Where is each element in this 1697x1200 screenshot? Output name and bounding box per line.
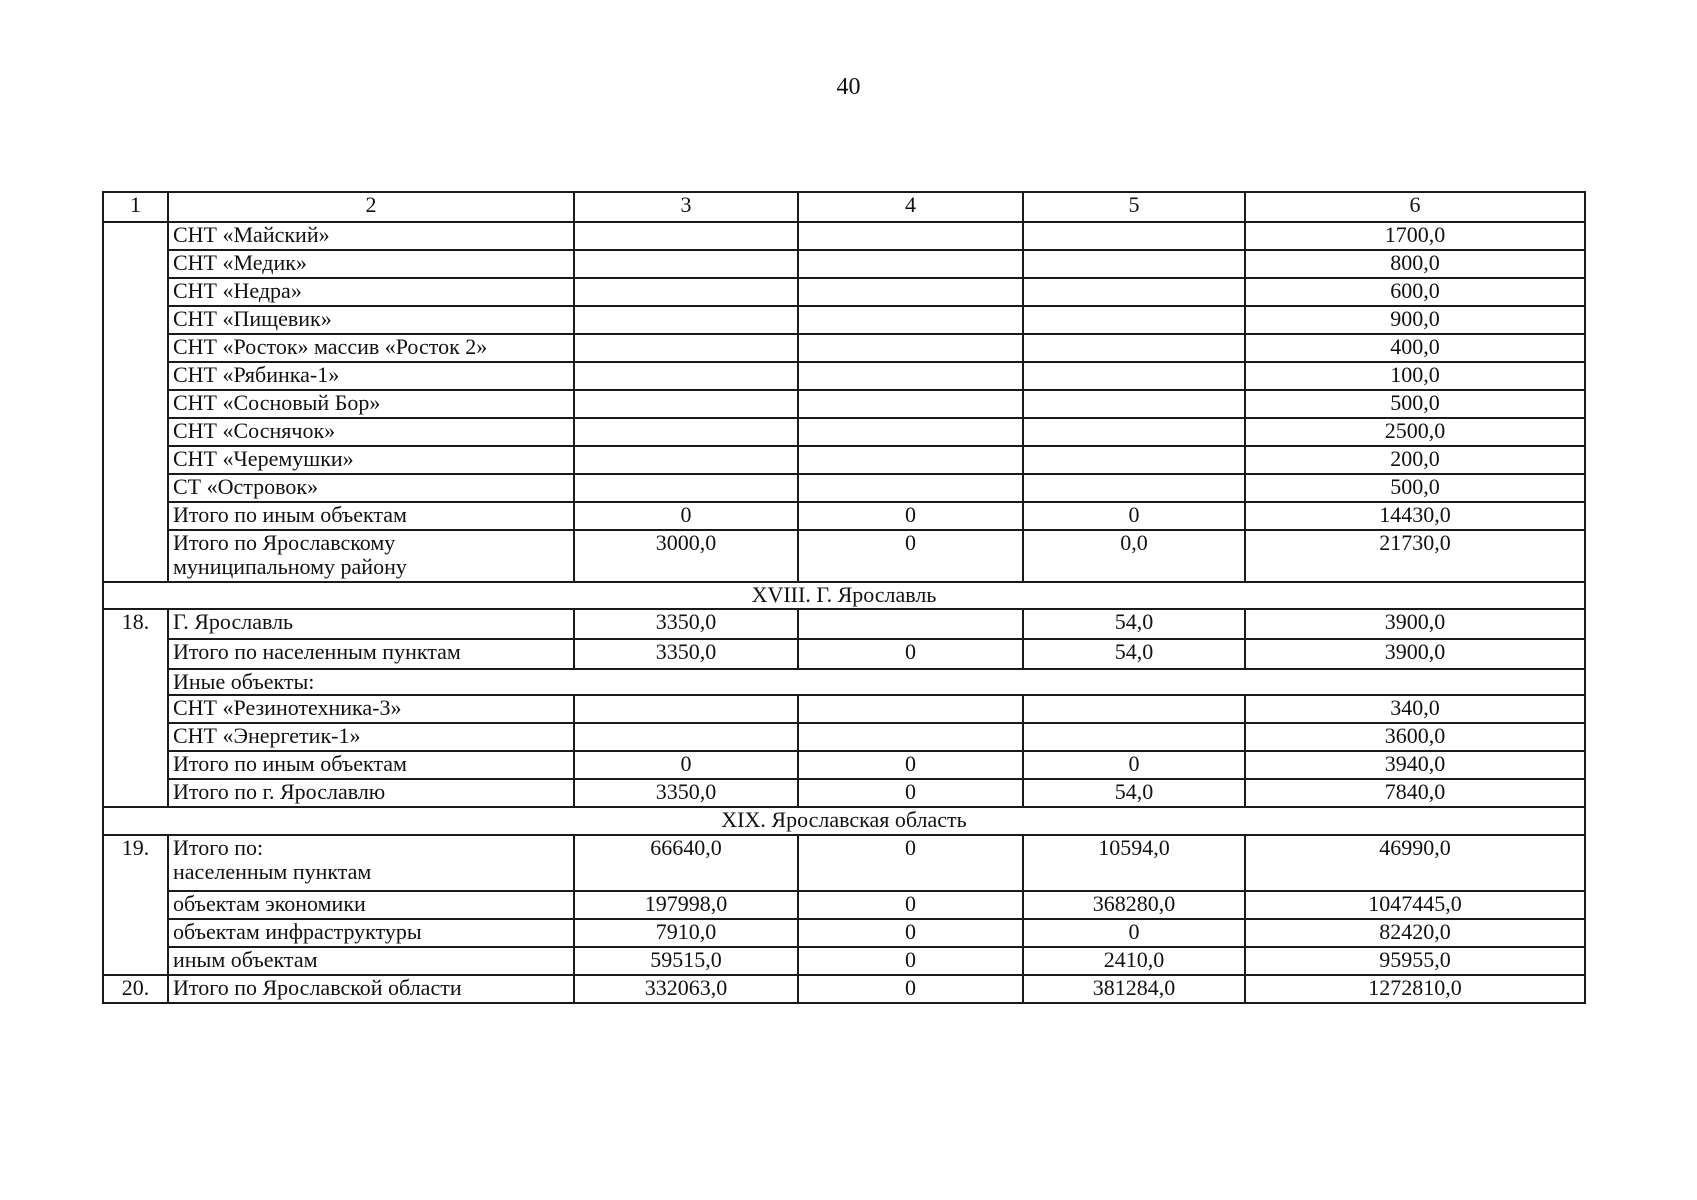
row-name-cell: Итого по населенным пунктам xyxy=(168,639,574,669)
row-name-cell: Г. Ярославль xyxy=(168,609,574,639)
section-row xyxy=(103,807,1585,835)
value-col-6: 1047445,0 xyxy=(1245,891,1585,919)
value-col-3 xyxy=(574,474,798,502)
table-row xyxy=(103,390,1585,418)
value-col-5 xyxy=(1023,306,1245,334)
value-col-4 xyxy=(798,695,1023,723)
value-col-5: 54,0 xyxy=(1023,639,1245,669)
row-name-cell: Итого по иным объектам xyxy=(168,751,574,779)
table-row xyxy=(103,919,1585,947)
table-row xyxy=(103,306,1585,334)
value-col-4 xyxy=(798,278,1023,306)
table-row xyxy=(103,891,1585,919)
value-col-6: 7840,0 xyxy=(1245,779,1585,807)
header-col-1: 1 xyxy=(103,192,168,222)
value-col-5 xyxy=(1023,250,1245,278)
row-name-cell: объектам инфраструктуры xyxy=(168,919,574,947)
value-col-5: 2410,0 xyxy=(1023,947,1245,975)
value-col-3: 3350,0 xyxy=(574,609,798,639)
row-name-cell: иным объектам xyxy=(168,947,574,975)
value-col-6: 3900,0 xyxy=(1245,609,1585,639)
section-row xyxy=(103,582,1585,609)
value-col-3 xyxy=(574,390,798,418)
row-name-cell: СТ «Островок» xyxy=(168,474,574,502)
value-col-3: 7910,0 xyxy=(574,919,798,947)
value-col-6: 14430,0 xyxy=(1245,502,1585,530)
row-name-cell: СНТ «Рябинка-1» xyxy=(168,362,574,390)
table-row xyxy=(103,835,1585,891)
value-col-4: 0 xyxy=(798,639,1023,669)
value-col-3: 3350,0 xyxy=(574,639,798,669)
value-col-6: 500,0 xyxy=(1245,390,1585,418)
value-col-4 xyxy=(798,334,1023,362)
value-col-5: 0 xyxy=(1023,751,1245,779)
value-col-5: 381284,0 xyxy=(1023,975,1245,1003)
value-col-4 xyxy=(798,418,1023,446)
value-col-3: 59515,0 xyxy=(574,947,798,975)
value-col-3: 197998,0 xyxy=(574,891,798,919)
value-col-4 xyxy=(798,446,1023,474)
row-name-cell: СНТ «Медик» xyxy=(168,250,574,278)
value-col-4 xyxy=(798,306,1023,334)
table-row xyxy=(103,334,1585,362)
value-col-4 xyxy=(798,362,1023,390)
value-col-6: 46990,0 xyxy=(1245,835,1585,891)
table-row xyxy=(103,418,1585,446)
value-col-3 xyxy=(574,418,798,446)
row-name-cell: объектам экономики xyxy=(168,891,574,919)
value-col-4 xyxy=(798,222,1023,250)
value-col-6: 95955,0 xyxy=(1245,947,1585,975)
row-name-cell: СНТ «Черемушки» xyxy=(168,446,574,474)
row-name-line: населенным пунктам xyxy=(173,859,372,884)
page-number: 40 xyxy=(836,74,861,100)
value-col-3: 3350,0 xyxy=(574,779,798,807)
value-col-4: 0 xyxy=(798,779,1023,807)
value-col-6: 600,0 xyxy=(1245,278,1585,306)
value-col-6: 21730,0 xyxy=(1245,530,1585,582)
table-row xyxy=(103,362,1585,390)
value-col-3 xyxy=(574,334,798,362)
value-col-4 xyxy=(798,723,1023,751)
value-col-3 xyxy=(574,695,798,723)
value-col-3 xyxy=(574,222,798,250)
value-col-6: 400,0 xyxy=(1245,334,1585,362)
value-col-5 xyxy=(1023,695,1245,723)
row-name-cell xyxy=(168,530,574,582)
value-col-3: 0 xyxy=(574,751,798,779)
value-col-6: 82420,0 xyxy=(1245,919,1585,947)
row-number-cell: 18. xyxy=(103,609,168,807)
header-row xyxy=(103,192,1585,222)
table-row xyxy=(103,474,1585,502)
row-number-cell: 20. xyxy=(103,975,168,1003)
header-col-3: 3 xyxy=(574,192,798,222)
value-col-5: 0 xyxy=(1023,919,1245,947)
header-col-4: 4 xyxy=(798,192,1023,222)
value-col-5 xyxy=(1023,362,1245,390)
value-col-4 xyxy=(798,390,1023,418)
row-name-cell: СНТ «Соснячок» xyxy=(168,418,574,446)
row-name-line: Итого по: xyxy=(173,835,264,860)
value-col-6: 1272810,0 xyxy=(1245,975,1585,1003)
table-row xyxy=(103,669,1585,695)
value-col-4: 0 xyxy=(798,530,1023,582)
value-col-4: 0 xyxy=(798,975,1023,1003)
value-col-4 xyxy=(798,609,1023,639)
value-col-5 xyxy=(1023,334,1245,362)
row-name-cell: Итого по г. Ярославлю xyxy=(168,779,574,807)
value-col-5: 54,0 xyxy=(1023,609,1245,639)
value-col-6: 340,0 xyxy=(1245,695,1585,723)
value-col-4 xyxy=(798,474,1023,502)
table-row xyxy=(103,723,1585,751)
row-name-cell: СНТ «Резинотехника-3» xyxy=(168,695,574,723)
value-col-5 xyxy=(1023,446,1245,474)
table-row xyxy=(103,222,1585,250)
value-col-5 xyxy=(1023,390,1245,418)
row-name-cell: СНТ «Энергетик-1» xyxy=(168,723,574,751)
value-col-4: 0 xyxy=(798,891,1023,919)
header-col-2: 2 xyxy=(168,192,574,222)
value-col-6: 200,0 xyxy=(1245,446,1585,474)
table-row xyxy=(103,250,1585,278)
value-col-5: 368280,0 xyxy=(1023,891,1245,919)
row-name-cell xyxy=(168,835,574,891)
value-col-5 xyxy=(1023,222,1245,250)
value-col-4: 0 xyxy=(798,751,1023,779)
value-col-3 xyxy=(574,306,798,334)
table-row xyxy=(103,446,1585,474)
row-name-line: муниципальному району xyxy=(173,554,407,579)
table-row xyxy=(103,502,1585,530)
table-row xyxy=(103,695,1585,723)
row-name-line: Итого по Ярославскому xyxy=(173,530,396,555)
value-col-3 xyxy=(574,250,798,278)
section-title: XVIII. Г. Ярославль xyxy=(103,582,1585,609)
section-title: XIX. Ярославская область xyxy=(103,807,1585,835)
row-name-cell: СНТ «Недра» xyxy=(168,278,574,306)
value-col-6: 800,0 xyxy=(1245,250,1585,278)
table-row xyxy=(103,609,1585,639)
table-row xyxy=(103,751,1585,779)
table-row xyxy=(103,947,1585,975)
row-name-cell: СНТ «Росток» массив «Росток 2» xyxy=(168,334,574,362)
value-col-3 xyxy=(574,446,798,474)
value-col-3 xyxy=(574,362,798,390)
value-col-6: 1700,0 xyxy=(1245,222,1585,250)
row-name-cell: Итого по Ярославской области xyxy=(168,975,574,1003)
value-col-6: 3940,0 xyxy=(1245,751,1585,779)
data-table xyxy=(102,191,1586,1004)
table-row xyxy=(103,530,1585,582)
value-col-4: 0 xyxy=(798,835,1023,891)
value-col-5 xyxy=(1023,278,1245,306)
row-name-cell: СНТ «Сосновый Бор» xyxy=(168,390,574,418)
table-row xyxy=(103,779,1585,807)
row-name-cell: Итого по иным объектам xyxy=(168,502,574,530)
row-name-cell: Иные объекты: xyxy=(168,669,1585,695)
value-col-4: 0 xyxy=(798,919,1023,947)
value-col-5: 10594,0 xyxy=(1023,835,1245,891)
row-number-cell xyxy=(103,222,168,582)
value-col-6: 900,0 xyxy=(1245,306,1585,334)
value-col-3: 3000,0 xyxy=(574,530,798,582)
value-col-6: 100,0 xyxy=(1245,362,1585,390)
value-col-4 xyxy=(798,250,1023,278)
table-row xyxy=(103,639,1585,669)
value-col-6: 3900,0 xyxy=(1245,639,1585,669)
value-col-3: 66640,0 xyxy=(574,835,798,891)
value-col-3 xyxy=(574,278,798,306)
value-col-6: 3600,0 xyxy=(1245,723,1585,751)
table-row xyxy=(103,278,1585,306)
value-col-4: 0 xyxy=(798,947,1023,975)
row-name-cell: СНТ «Майский» xyxy=(168,222,574,250)
value-col-5 xyxy=(1023,474,1245,502)
value-col-5: 54,0 xyxy=(1023,779,1245,807)
value-col-5 xyxy=(1023,418,1245,446)
value-col-3: 0 xyxy=(574,502,798,530)
value-col-5: 0 xyxy=(1023,502,1245,530)
value-col-5 xyxy=(1023,723,1245,751)
value-col-5: 0,0 xyxy=(1023,530,1245,582)
value-col-3 xyxy=(574,723,798,751)
header-col-6: 6 xyxy=(1245,192,1585,222)
value-col-6: 2500,0 xyxy=(1245,418,1585,446)
header-col-5: 5 xyxy=(1023,192,1245,222)
table-row xyxy=(103,975,1585,1003)
row-name-cell: СНТ «Пищевик» xyxy=(168,306,574,334)
row-number-cell: 19. xyxy=(103,835,168,975)
value-col-4: 0 xyxy=(798,502,1023,530)
value-col-3: 332063,0 xyxy=(574,975,798,1003)
value-col-6: 500,0 xyxy=(1245,474,1585,502)
